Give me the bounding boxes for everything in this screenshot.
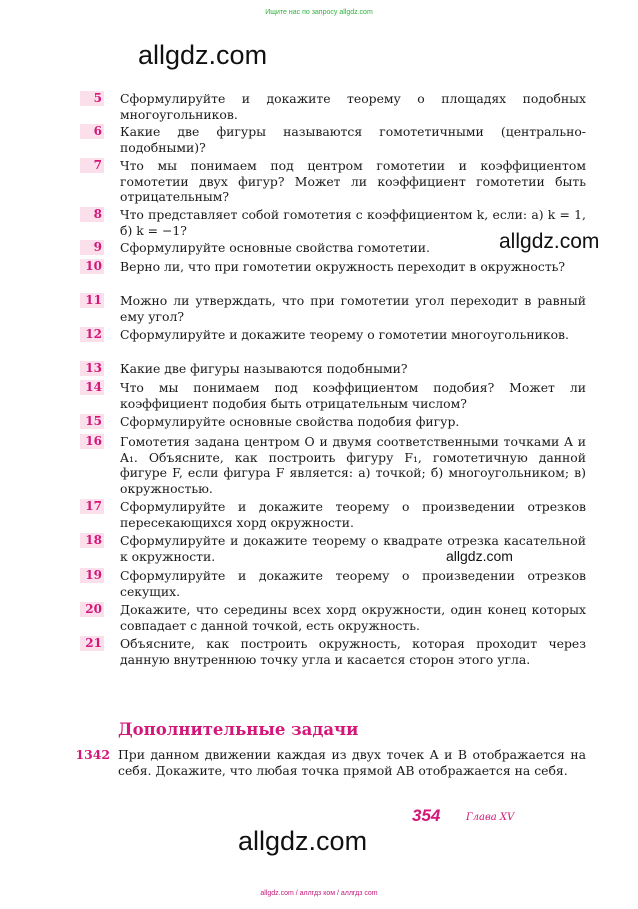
question-text: Сформулируйте основные свойства гомотетии. — [120, 240, 430, 255]
question-item — [80, 293, 586, 324]
question-item — [80, 602, 586, 633]
question-item — [80, 636, 586, 667]
question-text: Сформулируйте и докажите теорему о квадрате отрезка касательной к окружности. — [120, 533, 586, 564]
question-text: Что мы понимаем под центром гомотетии и коэффициентом гомотетии двух фигур? Может ли коэффициент гомотетии быть отрицательным? — [120, 158, 586, 205]
question-item — [80, 158, 586, 205]
header-note: Ищите нас по запросу allgdz.com — [265, 9, 373, 16]
section-title: Дополнительные задачи — [118, 720, 359, 739]
question-item — [80, 240, 586, 256]
task-number: 1342 — [75, 747, 110, 762]
question-text: Объясните, как построить окружность, которая проходит через данную внутреннюю точку угла и касается сторон этого угла. — [120, 636, 586, 667]
question-item — [80, 207, 586, 238]
question-item — [80, 259, 586, 275]
question-number: 13 — [80, 361, 104, 376]
question-text: Гомотетия задана центром O и двумя соответственными точками A и A₁. Объясните, как построить фигуру F₁, гомотетичную данной фигуре F, если фигура F является: а) точкой; б) многоугольником; в) окружностью. — [120, 434, 586, 496]
watermark-top: allgdz.com — [138, 40, 268, 70]
question-text: Сформулируйте и докажите теорему о произведении отрезков пересекающихся хорд окружности. — [120, 499, 586, 530]
question-item — [80, 499, 586, 530]
question-text: Что мы понимаем под коэффициентом подобия? Может ли коэффициент подобия быть отрицательным числом? — [120, 380, 586, 411]
question-number: 9 — [80, 240, 104, 255]
watermark-small: allgdz.com — [446, 548, 513, 564]
question-text: Сформулируйте основные свойства подобия фигур. — [120, 414, 460, 429]
question-number: 11 — [80, 293, 104, 308]
question-number: 14 — [80, 380, 104, 395]
question-item — [80, 434, 586, 496]
page-number: 354 — [412, 806, 441, 825]
question-number: 10 — [80, 259, 104, 274]
question-text: Можно ли утверждать, что при гомотетии угол переходит в равный ему угол? — [120, 293, 586, 324]
question-item — [80, 361, 586, 377]
question-text: Докажите, что середины всех хорд окружности, один конец которых совпадает с данной точкой, есть окружность. — [120, 602, 586, 633]
question-number: 5 — [80, 91, 104, 106]
question-number: 21 — [80, 636, 104, 651]
question-number: 17 — [80, 499, 104, 514]
footer-links: allgdz.com / аллгдз ком / аллгдз com — [260, 890, 378, 897]
question-number: 8 — [80, 207, 104, 222]
question-number: 16 — [80, 434, 104, 449]
question-item — [80, 380, 586, 411]
question-number: 7 — [80, 158, 104, 173]
question-item — [80, 327, 586, 343]
question-number: 18 — [80, 533, 104, 548]
question-item — [80, 568, 586, 599]
question-number: 19 — [80, 568, 104, 583]
question-text: Сформулируйте и докажите теорему о площадях подобных многоугольников. — [120, 91, 586, 122]
task-item — [74, 747, 586, 778]
watermark-mid-right: allgdz.com — [499, 230, 600, 253]
question-number: 20 — [80, 602, 104, 617]
question-text: Что представляет собой гомотетия с коэффициентом k, если: а) k = 1, б) k = −1? — [120, 207, 586, 238]
question-number: 6 — [80, 124, 104, 139]
question-text: Какие две фигуры называются подобными? — [120, 361, 408, 376]
chapter-label: Глава XV — [466, 812, 515, 823]
question-item — [80, 533, 586, 564]
question-text: Сформулируйте и докажите теорему о гомотетии многоугольников. — [120, 327, 569, 342]
question-item — [80, 91, 586, 122]
question-item — [80, 414, 586, 430]
question-text: Сформулируйте и докажите теорему о произведении отрезков секущих. — [120, 568, 586, 599]
question-item — [80, 124, 586, 155]
watermark-bottom: allgdz.com — [238, 826, 368, 856]
question-number: 12 — [80, 327, 104, 342]
question-text: Верно ли, что при гомотетии окружность переходит в окружность? — [120, 259, 566, 274]
task-text: При данном движении каждая из двух точек A и B отображается на себя. Докажите, что любая точка прямой AB отображается на себя. — [118, 747, 586, 778]
question-text: Какие две фигуры называются гомотетичными (центрально-подобными)? — [120, 124, 586, 155]
question-number: 15 — [80, 414, 104, 429]
